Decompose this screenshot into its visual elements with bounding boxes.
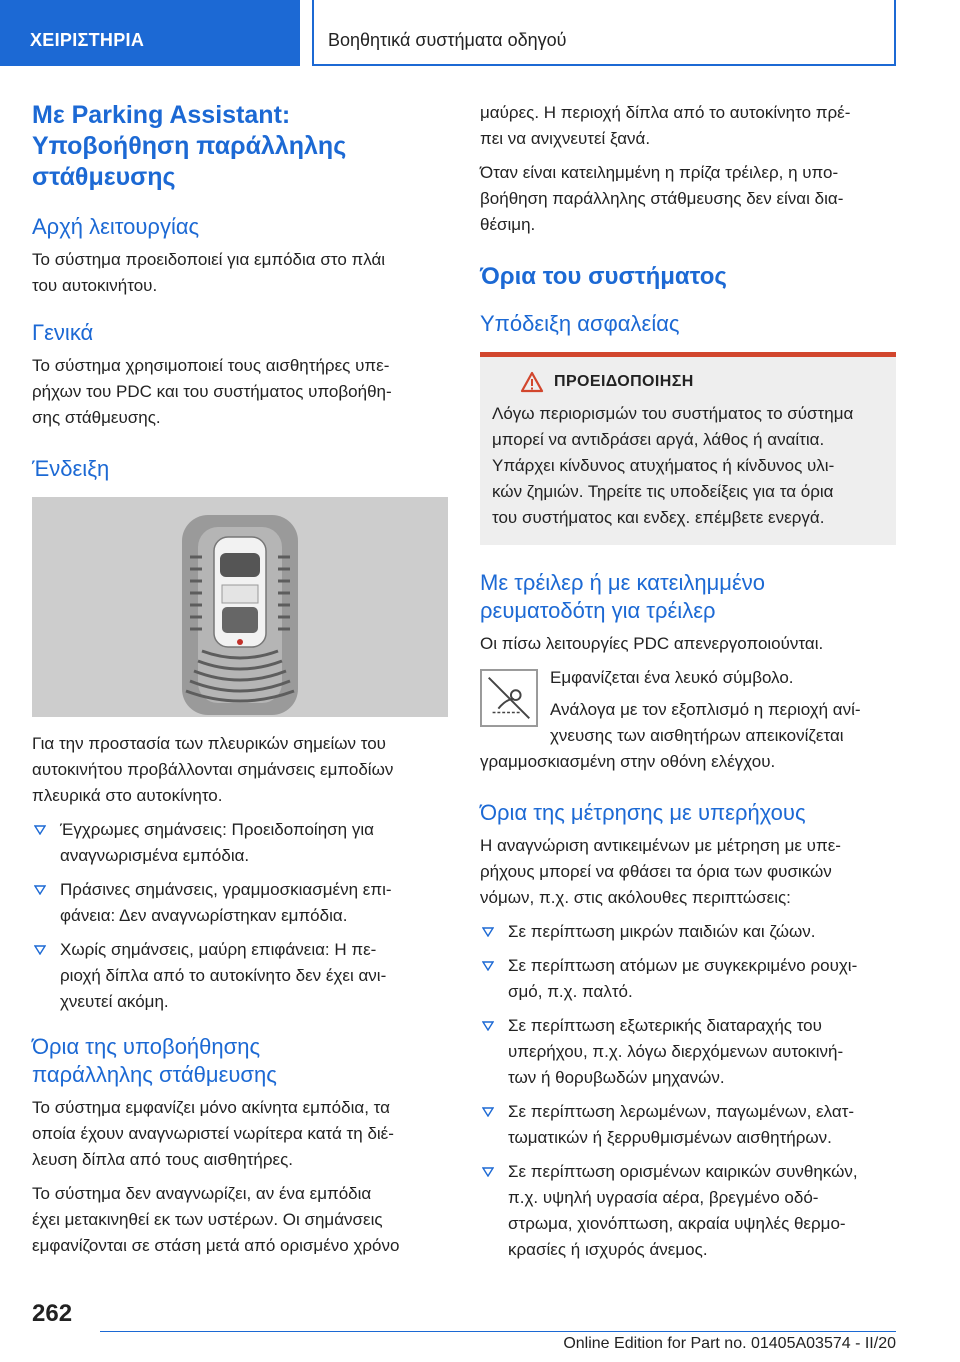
trailer-socket-icon (480, 669, 538, 727)
footer-divider (100, 1331, 896, 1332)
list-item: Σε περίπτωση ορισμένων καιρικών συνθηκών, π.χ. υψηλή υγρασία αέρα, βρεγμένο οδό‐ στρωμα, χιονόπτωση, ακραία υψηλές θερμο‐ κρασίες ή ισχυρός άνεμος. (480, 1159, 896, 1263)
trailer-symbol-text: Εμφανίζεται ένα λευκό σύμβολο. Ανάλογα με τον εξοπλισμό η περιοχή ανί‐ χνευσης των αισθητήρων απεικονίζεται (550, 668, 861, 745)
display-heading: Ένδειξη (32, 456, 110, 481)
edition-text: Online Edition for Part no. 01405A03574 - II/20 (563, 1335, 896, 1352)
continued-text-1: μαύρες. Η περιοχή δίπλα από το αυτοκίνητο πρέ‐ πει να ανιχνευτεί ξανά. (480, 103, 851, 148)
warning-header (520, 371, 884, 393)
system-limits-heading: Όρια του συστήματος (480, 263, 727, 290)
warning-box (480, 352, 896, 545)
list-item: Έγχρωμες σημάνσεις: Προειδοποίηση για αναγνωρισμένα εμπόδια. (32, 817, 448, 869)
page-header (0, 0, 960, 66)
limits-heading: Όρια της υποβοήθησης παράλληλης στάθμευσης (32, 1034, 277, 1087)
general-text: Το σύστημα χρησιμοποιεί τους αισθητήρες υπε‐ ρήχων του PDC και του συστήματος υποβοήθη‐ σης στάθμευσης. (32, 356, 392, 427)
limits-text-2: Το σύστημα δεν αναγνωρίζει, αν ένα εμπόδια έχει μετακινηθεί εκ των υστέρων. Οι σημάνσεις εμφανίζονται σε στάση μετά από ορισμένο χρόνο (32, 1184, 400, 1255)
ultrasonic-bullets (480, 919, 896, 1263)
bullet-triangle-icon (34, 825, 46, 835)
bullet-triangle-icon (482, 927, 494, 937)
continued-text-2: Όταν είναι κατειλημμένη η πρίζα τρέιλερ, η υπο‐ βοήθηση παράλληλης στάθμευσης δεν είναι δια‐ θέσιμη. (480, 163, 844, 234)
list-item: Σε περίπτωση μικρών παιδιών και ζώων. (480, 919, 896, 945)
display-bullets (32, 817, 448, 1015)
limits-text-1: Το σύστημα εμφανίζει μόνο ακίνητα εμπόδια, τα οποία έχουν αναγνωριστεί νωρίτερα κατά τη διέ‐ λευση δίπλα από τους αισθητήρες. (32, 1098, 394, 1169)
ultrasonic-heading: Όρια της μέτρησης με υπερήχους (480, 800, 806, 825)
list-item: Χωρίς σημάνσεις, μαύρη επιφάνεια: Η πε‐ ριοχή δίπλα από το αυτοκίνητο δεν έχει ανι‐ χνευτεί ακόμη. (32, 937, 448, 1015)
trailer-text: Οι πίσω λειτουργίες PDC απενεργοποιούνται. (480, 634, 824, 653)
section-title: Με Parking Assistant: Υποβοήθηση παράλληλης στάθμευσης (32, 101, 347, 191)
left-column (32, 100, 448, 1259)
trailer-tail-text: γραμμοσκιασμένη στην οθόνη ελέγχου. (480, 752, 776, 771)
warning-text: Λόγω περιορισμών του συστήματος το σύστημα μπορεί να αντιδράσει αργά, λάθος ή αναίτια. Υπάρχει κίνδυνος ατυχήματος ή κίνδυνος υλι‐ κών ζημιών. Τηρείτε τις υποδείξεις για τα όρια του συστήματος και ενδεχ. επέμβετε ενεργά. (492, 404, 854, 527)
parking-display-illustration (32, 497, 448, 717)
list-item: Σε περίπτωση λερωμένων, παγωμένων, ελατ‐ τωματικών ή ξερρυθμισμένων αισθητήρων. (480, 1099, 896, 1151)
bullet-triangle-icon (482, 1107, 494, 1117)
bullet-triangle-icon (482, 1021, 494, 1031)
bullet-triangle-icon (34, 945, 46, 955)
bullet-triangle-icon (34, 885, 46, 895)
bullet-triangle-icon (482, 961, 494, 971)
func-heading: Αρχή λειτουργίας (32, 214, 200, 239)
warning-triangle-icon (520, 371, 544, 393)
ultrasonic-text: Η αναγνώριση αντικειμένων με μέτρηση με υπε‐ ρήχους μπορεί να φθάσει τα όρια των φυσικών νόμων, π.χ. στις ακόλουθες περιπτώσεις: (480, 836, 841, 907)
trailer-symbol-row (480, 665, 896, 749)
section-tab: ΧΕΙΡΙΣΤΗΡΙΑ (0, 0, 300, 66)
chapter-title: Βοηθητικά συστήματα οδηγού (312, 0, 896, 66)
list-item: Σε περίπτωση ατόμων με συγκεκριμένο ρουχι‐ σμό, π.χ. παλτό. (480, 953, 896, 1005)
right-column (480, 100, 896, 1271)
safety-heading: Υπόδειξη ασφαλείας (480, 311, 680, 336)
general-heading: Γενικά (32, 320, 94, 345)
list-item: Σε περίπτωση εξωτερικής διαταραχής του υπερήχου, π.χ. λόγω διερχόμενων αυτοκινή‐ των ή θορυβωδών μηχανών. (480, 1013, 896, 1091)
display-text: Για την προστασία των πλευρικών σημείων του αυτοκινήτου προβάλλονται σημάνσεις εμποδίων πλευρικά στο αυτοκίνητο. (32, 734, 394, 805)
warning-label: ΠΡΟΕΙΔΟΠΟΙΗΣΗ (554, 373, 694, 390)
func-text: Το σύστημα προειδοποιεί για εμπόδια στο πλάι του αυτοκινήτου. (32, 250, 386, 295)
page-number: 262 (32, 1300, 73, 1327)
list-item: Πράσινες σημάνσεις, γραμμοσκιασμένη επι‐ φάνεια: Δεν αναγνωρίστηκαν εμπόδια. (32, 877, 448, 929)
bullet-triangle-icon (482, 1167, 494, 1177)
trailer-heading: Με τρέιλερ ή με κατειλημμένο ρευματοδότη για τρέιλερ (480, 570, 765, 623)
